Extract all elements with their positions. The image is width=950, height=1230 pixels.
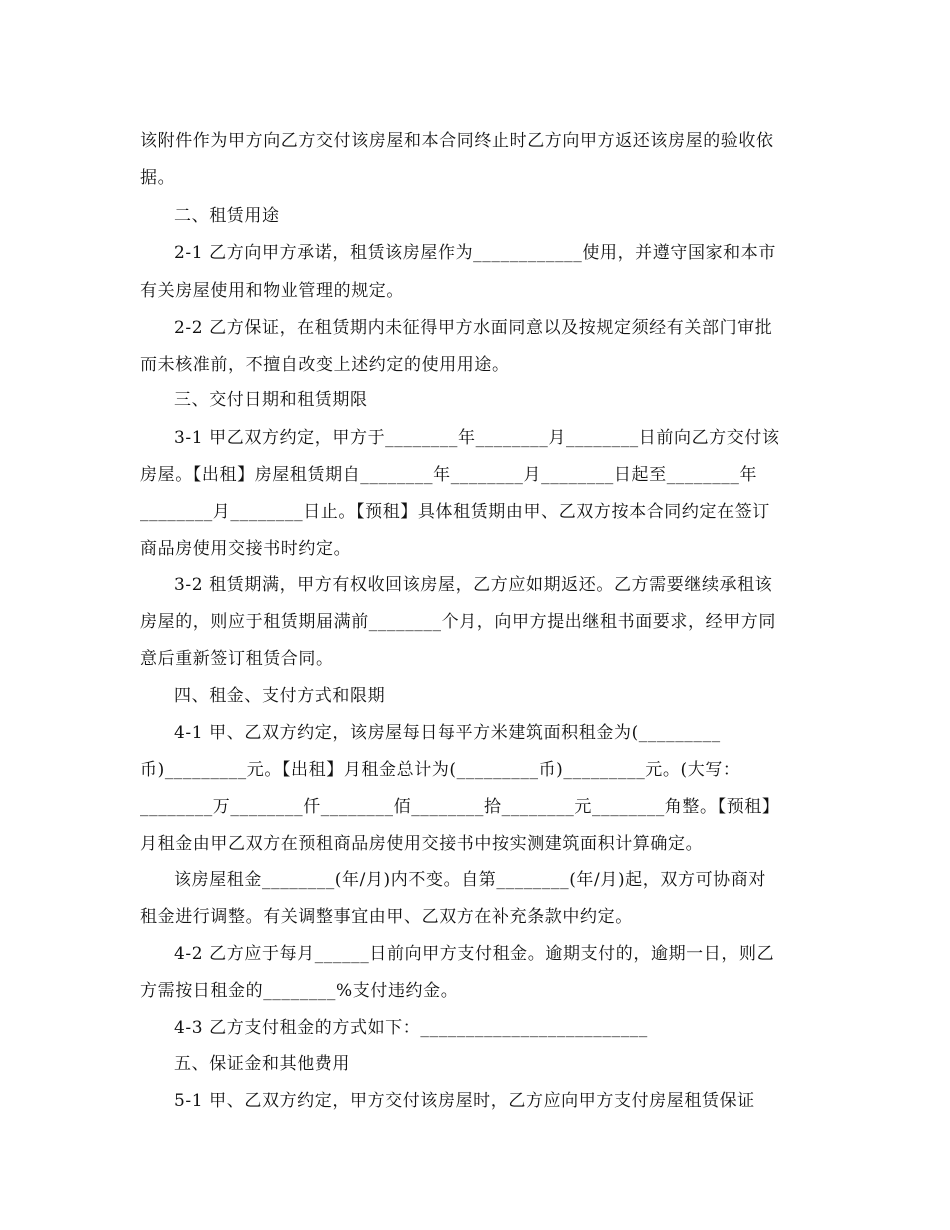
text-line: 租金进行调整。有关调整事宜由甲、乙双方在补充条款中约定。 — [140, 907, 633, 927]
clause-text: 3-2 租赁期满，甲方有权收回该房屋，乙方应如期返还。乙方需要继续承租该 — [174, 575, 773, 595]
clause-text: 4-2 乙方应于每月______日前向甲方支付租金。逾期支付的，逾期一日，则乙 — [174, 944, 775, 964]
clause-text: 2-1 乙方向甲方承诺，租赁该房屋作为____________使用，并遵守国家和本市 — [174, 243, 776, 263]
section-heading: 五、保证金和其他费用 — [174, 1054, 350, 1074]
text-line: 币)_________元。【出租】月租金总计为(_________币)_________元。(大写： — [140, 760, 741, 780]
clause-text: 2-2 乙方保证，在租赁期内未征得甲方水面同意以及按规定须经有关部门审批 — [174, 318, 773, 338]
text-line: 房屋。【出租】房屋租赁期自________年________月________日起至________年 — [140, 465, 758, 485]
clause-text: 4-1 甲、乙双方约定，该房屋每日每平方米建筑面积租金为(_________ — [174, 723, 721, 743]
text-line: 该附件作为甲方向乙方交付该房屋和本合同终止时乙方向甲方返还该房屋的验收依 — [140, 131, 774, 151]
section-heading: 二、租赁用途 — [174, 206, 280, 226]
section-heading: 四、租金、支付方式和限期 — [174, 686, 386, 706]
clause-text: 3-1 甲乙双方约定，甲方于________年________月________日前向乙方交付该 — [174, 428, 780, 448]
text-line: 有关房屋使用和物业管理的规定。 — [140, 281, 404, 301]
text-line: ________万________仟________佰________拾________元________角整。【预租】 — [140, 797, 780, 817]
clause-text: 5-1 甲、乙双方约定，甲方交付该房屋时，乙方应向甲方支付房屋租赁保证 — [174, 1091, 755, 1111]
clause-text: 4-3 乙方支付租金的方式如下：_________________________ — [174, 1018, 648, 1038]
text-line: 月租金由甲乙双方在预租商品房使用交接书中按实测建筑面积计算确定。 — [140, 834, 704, 854]
text-line: 房屋的，则应于租赁期届满前________个月，向甲方提出继租书面要求，经甲方同 — [140, 612, 776, 632]
text-line: ________月________日止。【预租】具体租赁期由甲、乙双方按本合同约定在签订 — [140, 502, 770, 522]
text-line: 而未核准前，不擅自改变上述约定的使用用途。 — [140, 355, 510, 375]
text-line: 商品房使用交接书时约定。 — [140, 539, 352, 559]
text-line: 意后重新签订租赁合同。 — [140, 649, 334, 669]
text-line: 据。 — [140, 168, 176, 188]
section-heading: 三、交付日期和租赁期限 — [174, 390, 368, 410]
text-line: 方需按日租金的________%支付违约金。 — [140, 981, 459, 1001]
clause-text: 该房屋租金________(年/月)内不变。自第________(年/月)起，双方可协商对 — [174, 870, 766, 890]
